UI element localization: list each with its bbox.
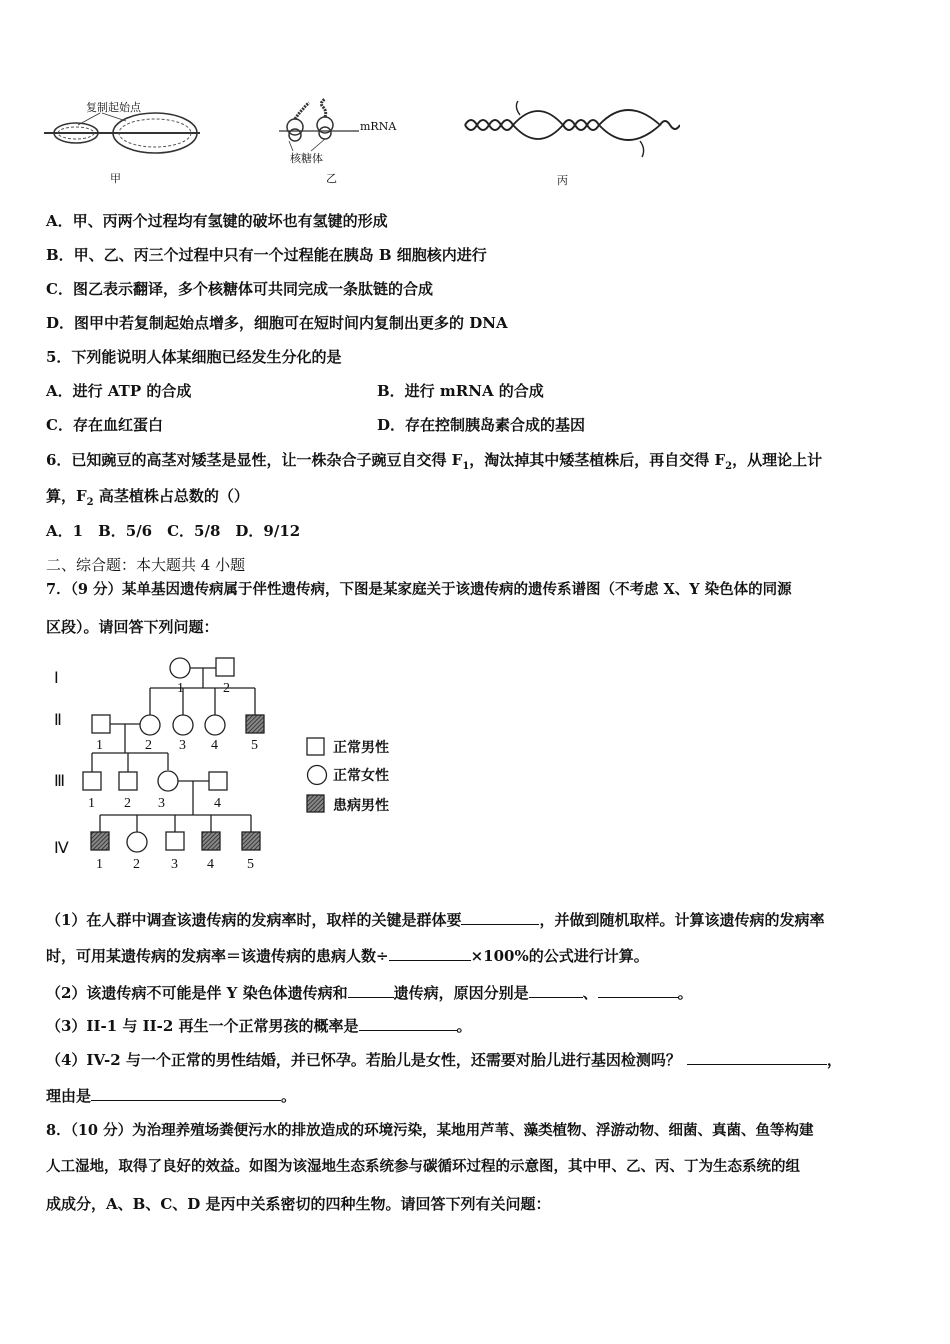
q5-option-a: A．进行 ATP 的合成: [46, 382, 192, 400]
q4-option-b: B．甲、乙、丙三个过程中只有一个过程能在胰岛 B 细胞核内进行: [46, 246, 487, 264]
q4-option-c: C．图乙表示翻译，多个核糖体可共同完成一条肽链的合成: [46, 280, 433, 298]
svg-text:3: 3: [158, 796, 165, 811]
svg-text:2: 2: [145, 738, 152, 753]
q7-p2-text-d: 。: [677, 984, 693, 1002]
svg-text:2: 2: [124, 796, 131, 811]
caption-jia: 甲: [110, 172, 121, 185]
q7-p3-blank[interactable]: [359, 1016, 457, 1031]
q6-sub-3: 2: [86, 497, 94, 508]
q8-line1: 8．（10 分）为治理养殖场粪便污水的排放造成的环境污染，某地用芦苇、藻类植物、浮游动物、细菌、真菌、鱼等构建: [46, 1122, 814, 1139]
q7-p1-line2: [46, 946, 649, 966]
q7-p1-text-d: ×100%的公式进行计算。: [470, 947, 649, 965]
q7-p4-blank-2[interactable]: [91, 1086, 281, 1101]
q7-p3-text-a: （3）II-1 与 II-2 再生一个正常男孩的概率是: [46, 1017, 359, 1035]
svg-text:2: 2: [133, 857, 140, 872]
q5-option-b: B．进行 mRNA 的合成: [377, 382, 544, 400]
svg-text:1: 1: [177, 681, 184, 696]
q6-text-1a: 6．已知豌豆的高茎对矮茎是显性，让一株杂合子豌豆自交得 F: [46, 451, 463, 469]
q7-p4-blank-1[interactable]: [687, 1050, 827, 1065]
q8-line3: 成成分，A、B、C、D 是丙中关系密切的四种生物。请回答下列有关问题：: [46, 1195, 551, 1213]
q6-text-1c: ，从理论上计: [732, 451, 823, 469]
generation-3-label: Ⅲ: [54, 773, 66, 790]
q7-p4-text-b: ，: [826, 1051, 842, 1069]
replication-origin-label: 复制起始点: [86, 101, 141, 114]
caption-yi: 乙: [326, 172, 337, 185]
legend-affected-male: 患病男性: [333, 798, 389, 814]
svg-text:4: 4: [214, 796, 221, 811]
q7-p2-blank-2[interactable]: [529, 983, 583, 998]
q7-p1-blank-2[interactable]: [389, 946, 471, 961]
q7-p4-line2: [46, 1086, 296, 1106]
legend-affected-male-icon: [306, 794, 326, 814]
q7-p1-text-c: 时，可用某遗传病的发病率＝该遗传病的患病人数÷: [46, 947, 389, 965]
generation-1-label: Ⅰ: [54, 670, 59, 687]
q6-text-2a: 算，F: [46, 487, 87, 505]
q4-option-a: A．甲、丙两个过程均有氢键的破坏也有氢键的形成: [46, 212, 388, 230]
q5-stem: 5．下列能说明人体某细胞已经发生分化的是: [46, 348, 342, 366]
q7-p1-text-a: （1）在人群中调查该遗传病的发病率时，取样的关键是群体要: [46, 911, 462, 929]
caption-bing: 丙: [557, 174, 568, 187]
svg-text:1: 1: [88, 796, 95, 811]
q7-p1-blank-1[interactable]: [461, 910, 539, 925]
q7-p3-text-b: 。: [456, 1017, 472, 1035]
q7-p3: [46, 1016, 472, 1036]
q7-p4-text-c: 理由是: [46, 1087, 92, 1105]
svg-text:1: 1: [96, 738, 103, 753]
legend-normal-male-icon: [306, 737, 326, 757]
q6-options: A．1 B．5/6 C．5/8 D．9/12: [46, 522, 301, 540]
transcription-figure-bing: [460, 95, 680, 165]
q5-option-d: D．存在控制胰岛素合成的基因: [377, 416, 586, 434]
svg-text:5: 5: [251, 738, 258, 753]
q4-option-d: D．图甲中若复制起始点增多，细胞可在短时间内复制出更多的 DNA: [46, 314, 508, 332]
q7-p4-line1: [46, 1050, 842, 1070]
q6-text-1b: ，淘汰掉其中矮茎植株后，再自交得 F: [469, 451, 726, 469]
mrna-label: mRNA: [360, 120, 397, 133]
q5-option-c: C．存在血红蛋白: [46, 416, 163, 434]
q6-text-2b: 高茎植株占总数的（）: [93, 487, 249, 505]
q6-sub-2: 2: [725, 461, 733, 472]
svg-text:4: 4: [211, 738, 218, 753]
legend-normal-male: 正常男性: [333, 740, 389, 756]
svg-text:3: 3: [171, 857, 178, 872]
legend-normal-female-icon: [306, 764, 328, 786]
q6-line2: [46, 486, 249, 513]
q7-p1-line1: [46, 910, 824, 930]
q7-p2-text-b: 遗传病，原因分别是: [393, 984, 529, 1002]
q7-line1: 7．（9 分）某单基因遗传病属于伴性遗传病，下图是某家庭关于该遗传病的遗传系谱图（不考虑 X、Y 染色体的同源: [46, 581, 792, 598]
q7-p2-blank-1[interactable]: [348, 983, 394, 998]
generation-2-label: Ⅱ: [54, 712, 62, 729]
svg-text:4: 4: [207, 857, 214, 872]
legend-normal-female: 正常女性: [333, 768, 389, 784]
q7-p2-text-c: 、: [582, 984, 598, 1002]
q7-p4-text-d: 。: [281, 1087, 297, 1105]
q6-sub-1: 1: [462, 461, 470, 472]
svg-text:3: 3: [179, 738, 186, 753]
generation-4-label: Ⅳ: [54, 840, 69, 857]
q8-line2: 人工湿地，取得了良好的效益。如图为该湿地生态系统参与碳循环过程的示意图，其中甲、乙、丙、丁为生态系统的组: [46, 1158, 800, 1175]
svg-text:2: 2: [223, 681, 230, 696]
q7-p2-text-a: （2）该遗传病不可能是伴 Y 染色体遗传病和: [46, 984, 348, 1002]
q7-p2: [46, 983, 693, 1003]
pedigree-chart: [80, 650, 300, 880]
q7-p1-text-b: ，并做到随机取样。计算该遗传病的发病率: [539, 911, 825, 929]
q6-line1: [46, 450, 822, 477]
q7-line2: 区段）。请回答下列问题：: [46, 618, 219, 636]
section-2-heading: 二、综合题：本大题共 4 小题: [46, 556, 246, 574]
svg-text:1: 1: [96, 857, 103, 872]
q7-p2-blank-3[interactable]: [598, 983, 678, 998]
q7-p4-text-a: （4）IV-2 与一个正常的男性结婚，并已怀孕。若胎儿是女性，还需要对胎儿进行基因检测吗？: [46, 1051, 681, 1069]
ribosome-label: 核糖体: [290, 152, 323, 165]
svg-text:5: 5: [247, 857, 254, 872]
